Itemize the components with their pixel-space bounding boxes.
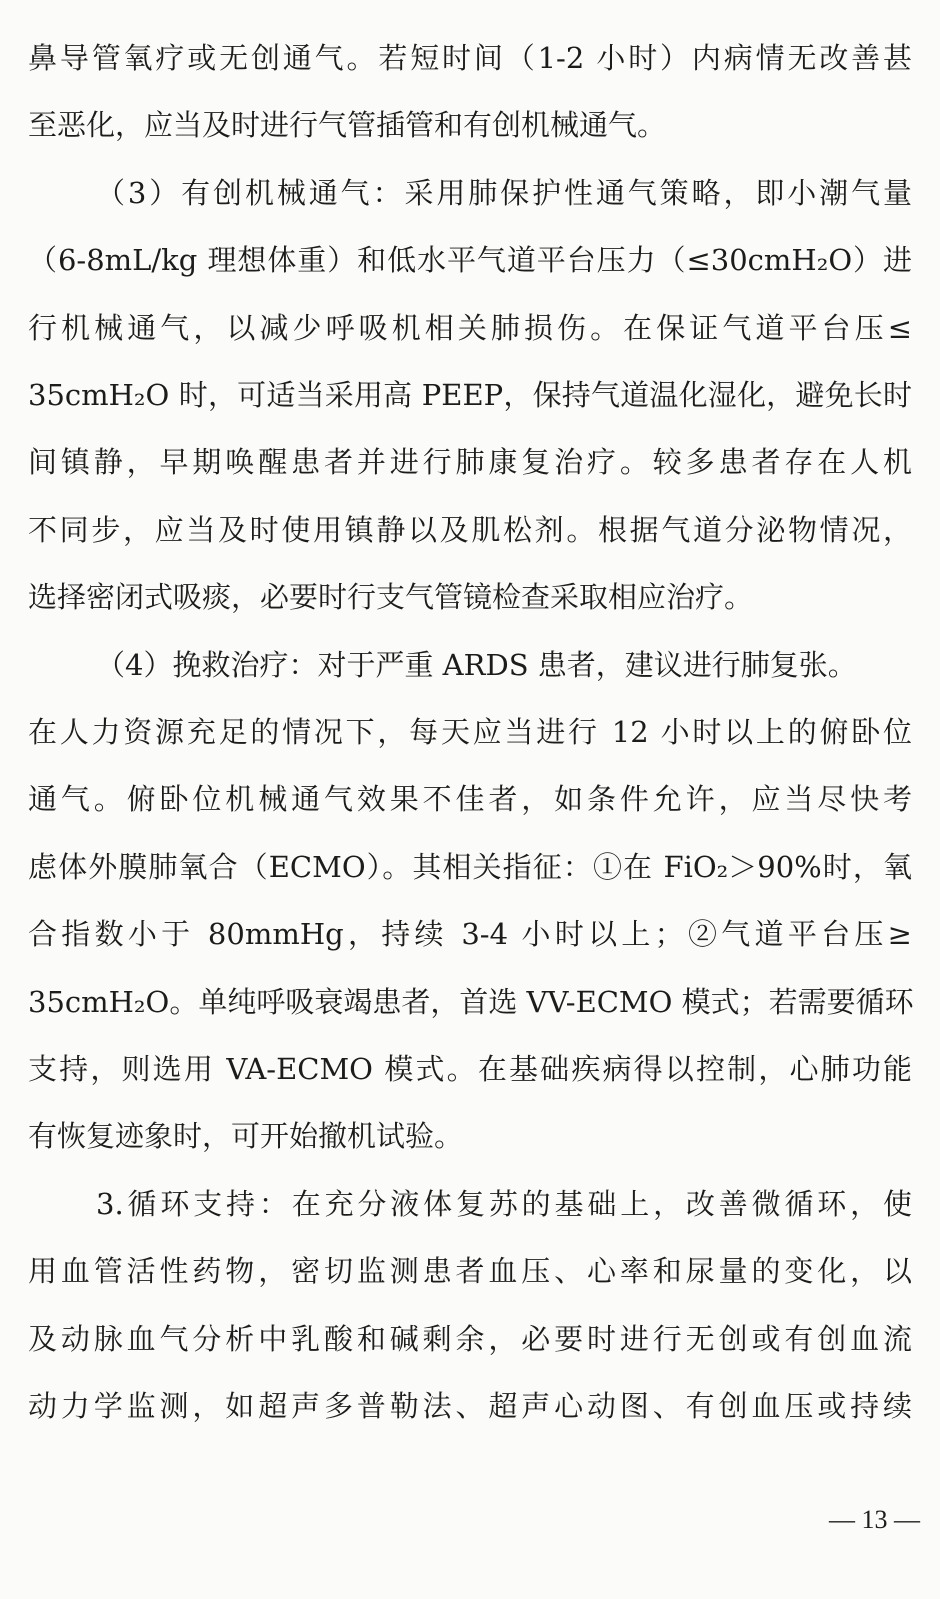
text-line: 合指数小于 80mmHg，持续 3-4 小时以上；②气道平台压≥ <box>28 917 912 951</box>
text-line: 在人力资源充足的情况下，每天应当进行 12 小时以上的俯卧位 <box>28 715 912 749</box>
text-line: 通气。俯卧位机械通气效果不佳者，如条件允许，应当尽快考 <box>28 782 912 816</box>
text-line: （4）挽救治疗：对于严重 ARDS 患者，建议进行肺复张。 <box>96 648 857 682</box>
text-line: （3）有创机械通气：采用肺保护性通气策略，即小潮气量 <box>96 176 912 210</box>
text-line: 间镇静，早期唤醒患者并进行肺康复治疗。较多患者存在人机 <box>28 445 912 479</box>
text-line: 选择密闭式吸痰，必要时行支气管镜检查采取相应治疗。 <box>28 580 754 614</box>
text-line: 行机械通气，以减少呼吸机相关肺损伤。在保证气道平台压≤ <box>28 311 912 345</box>
text-line: 支持，则选用 VA-ECMO 模式。在基础疾病得以控制，心肺功能 <box>28 1052 912 1086</box>
text-line: 有恢复迹象时，可开始撤机试验。 <box>28 1119 464 1153</box>
text-line: 鼻导管氧疗或无创通气。若短时间（1-2 小时）内病情无改善甚 <box>28 41 912 75</box>
text-line: 及动脉血气分析中乳酸和碱剩余，必要时进行无创或有创血流 <box>28 1322 912 1356</box>
text-line: 35cmH₂O 时，可适当采用高 PEEP，保持气道温化湿化，避免长时 <box>28 378 912 412</box>
text-line: 用血管活性药物，密切监测患者血压、心率和尿量的变化，以 <box>28 1254 912 1288</box>
text-line: 虑体外膜肺氧合（ECMO）。其相关指征：①在 FiO₂＞90%时，氧 <box>28 850 912 884</box>
text-line: （6-8mL/kg 理想体重）和低水平气道平台压力（≤30cmH₂O）进 <box>28 243 912 277</box>
text-line: 35cmH₂O。单纯呼吸衰竭患者，首选 VV-ECMO 模式；若需要循环 <box>28 985 914 1019</box>
text-line: 至恶化，应当及时进行气管插管和有创机械通气。 <box>28 108 667 142</box>
page-number: — 13 — <box>829 1505 920 1534</box>
text-line: 3.循环支持：在充分液体复苏的基础上，改善微循环，使 <box>96 1187 912 1221</box>
text-line: 不同步，应当及时使用镇静以及肌松剂。根据气道分泌物情况， <box>28 513 912 547</box>
text-line: 动力学监测，如超声多普勒法、超声心动图、有创血压或持续 <box>28 1389 912 1423</box>
